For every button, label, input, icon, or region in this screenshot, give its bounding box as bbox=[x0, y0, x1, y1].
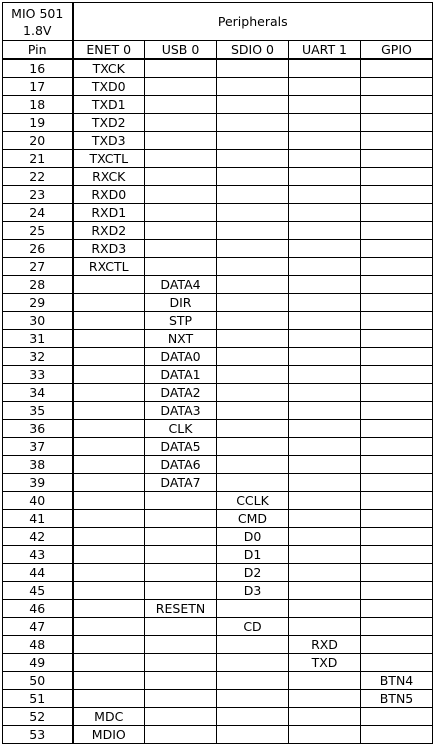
uart1-cell bbox=[289, 726, 361, 744]
sdio0-cell bbox=[217, 240, 289, 258]
sdio0-cell: D0 bbox=[217, 528, 289, 546]
enet0-cell bbox=[73, 600, 145, 618]
usb0-cell: DATA6 bbox=[145, 456, 217, 474]
enet0-cell bbox=[73, 348, 145, 366]
gpio-cell bbox=[361, 492, 433, 510]
pin-cell: 24 bbox=[3, 204, 73, 222]
uart1-cell bbox=[289, 294, 361, 312]
enet0-cell bbox=[73, 636, 145, 654]
usb0-cell bbox=[145, 708, 217, 726]
uart1-cell: RXD bbox=[289, 636, 361, 654]
usb0-cell bbox=[145, 78, 217, 96]
enet0-cell bbox=[73, 654, 145, 672]
enet0-cell bbox=[73, 456, 145, 474]
gpio-cell bbox=[361, 600, 433, 618]
sdio0-cell bbox=[217, 78, 289, 96]
pin-cell: 33 bbox=[3, 366, 73, 384]
table-row bbox=[3, 204, 433, 222]
usb0-cell bbox=[145, 510, 217, 528]
gpio-cell bbox=[361, 204, 433, 222]
sdio0-cell bbox=[217, 438, 289, 456]
pin-cell: 35 bbox=[3, 402, 73, 420]
sdio0-cell bbox=[217, 59, 289, 78]
enet0-cell bbox=[73, 528, 145, 546]
gpio-cell bbox=[361, 168, 433, 186]
enet0-cell bbox=[73, 492, 145, 510]
sdio0-cell bbox=[217, 456, 289, 474]
table-row bbox=[3, 276, 433, 294]
usb0-cell bbox=[145, 96, 217, 114]
gpio-cell bbox=[361, 59, 433, 78]
enet0-cell bbox=[73, 330, 145, 348]
pin-cell: 27 bbox=[3, 258, 73, 276]
gpio-cell bbox=[361, 636, 433, 654]
uart1-cell bbox=[289, 330, 361, 348]
gpio-cell bbox=[361, 474, 433, 492]
usb0-cell: DIR bbox=[145, 294, 217, 312]
gpio-cell bbox=[361, 420, 433, 438]
sdio0-cell bbox=[217, 600, 289, 618]
pin-rows bbox=[3, 59, 433, 744]
mio-pin-assignment-table bbox=[2, 2, 433, 744]
sdio0-cell bbox=[217, 690, 289, 708]
gpio-cell bbox=[361, 366, 433, 384]
pin-cell: 21 bbox=[3, 150, 73, 168]
uart1-cell bbox=[289, 528, 361, 546]
pin-cell: 49 bbox=[3, 654, 73, 672]
usb0-cell: DATA7 bbox=[145, 474, 217, 492]
pin-cell: 53 bbox=[3, 726, 73, 744]
pin-cell: 45 bbox=[3, 582, 73, 600]
usb0-cell bbox=[145, 636, 217, 654]
table-row bbox=[3, 114, 433, 132]
table-row bbox=[3, 582, 433, 600]
usb0-cell bbox=[145, 564, 217, 582]
table-row bbox=[3, 348, 433, 366]
sdio0-cell bbox=[217, 222, 289, 240]
uart1-cell bbox=[289, 168, 361, 186]
pin-cell: 38 bbox=[3, 456, 73, 474]
enet0-cell: TXD0 bbox=[73, 78, 145, 96]
enet0-cell: RXD1 bbox=[73, 204, 145, 222]
uart1-cell bbox=[289, 618, 361, 636]
usb0-cell bbox=[145, 690, 217, 708]
uart1-cell bbox=[289, 78, 361, 96]
pin-cell: 31 bbox=[3, 330, 73, 348]
uart1-cell bbox=[289, 132, 361, 150]
uart1-cell bbox=[289, 672, 361, 690]
gpio-cell bbox=[361, 564, 433, 582]
enet0-cell: RXCTL bbox=[73, 258, 145, 276]
uart1-cell bbox=[289, 150, 361, 168]
uart1-cell bbox=[289, 384, 361, 402]
pin-column-header: Pin bbox=[3, 41, 73, 60]
sdio0-cell: D3 bbox=[217, 582, 289, 600]
enet0-cell bbox=[73, 672, 145, 690]
table-row bbox=[3, 59, 433, 78]
gpio-cell bbox=[361, 618, 433, 636]
table-row bbox=[3, 402, 433, 420]
gpio-cell bbox=[361, 150, 433, 168]
pin-cell: 48 bbox=[3, 636, 73, 654]
pin-cell: 28 bbox=[3, 276, 73, 294]
table-row bbox=[3, 294, 433, 312]
table-row bbox=[3, 78, 433, 96]
usb0-cell bbox=[145, 222, 217, 240]
pin-cell: 51 bbox=[3, 690, 73, 708]
pin-cell: 40 bbox=[3, 492, 73, 510]
pin-cell: 30 bbox=[3, 312, 73, 330]
pin-cell: 36 bbox=[3, 420, 73, 438]
sdio0-cell bbox=[217, 708, 289, 726]
gpio-cell bbox=[361, 708, 433, 726]
gpio-cell bbox=[361, 132, 433, 150]
gpio-cell bbox=[361, 330, 433, 348]
sdio0-cell bbox=[217, 348, 289, 366]
uart1-cell bbox=[289, 96, 361, 114]
enet0-cell: TXD1 bbox=[73, 96, 145, 114]
enet0-cell: RXD3 bbox=[73, 240, 145, 258]
table-row bbox=[3, 456, 433, 474]
usb0-cell bbox=[145, 59, 217, 78]
table-row bbox=[3, 168, 433, 186]
uart1-cell bbox=[289, 402, 361, 420]
usb0-cell bbox=[145, 618, 217, 636]
usb0-cell bbox=[145, 528, 217, 546]
pin-cell: 43 bbox=[3, 546, 73, 564]
sdio0-cell bbox=[217, 330, 289, 348]
pin-cell: 23 bbox=[3, 186, 73, 204]
sdio0-cell bbox=[217, 186, 289, 204]
pin-cell: 39 bbox=[3, 474, 73, 492]
table-row bbox=[3, 96, 433, 114]
uart1-cell bbox=[289, 204, 361, 222]
pin-cell: 17 bbox=[3, 78, 73, 96]
table-row bbox=[3, 726, 433, 744]
table-row bbox=[3, 384, 433, 402]
enet0-cell: TXCK bbox=[73, 59, 145, 78]
sdio0-cell: CCLK bbox=[217, 492, 289, 510]
gpio-cell bbox=[361, 546, 433, 564]
table-row bbox=[3, 474, 433, 492]
sdio0-cell bbox=[217, 402, 289, 420]
sdio0-cell: CMD bbox=[217, 510, 289, 528]
usb0-cell bbox=[145, 114, 217, 132]
mio-bank-header bbox=[3, 3, 73, 41]
uart1-cell bbox=[289, 276, 361, 294]
pin-cell: 32 bbox=[3, 348, 73, 366]
table-row bbox=[3, 186, 433, 204]
table-row bbox=[3, 672, 433, 690]
usb0-cell bbox=[145, 546, 217, 564]
sdio0-cell bbox=[217, 636, 289, 654]
sdio0-cell: CD bbox=[217, 618, 289, 636]
enet0-cell bbox=[73, 420, 145, 438]
column-header-enet0: ENET 0 bbox=[73, 41, 145, 60]
enet0-cell bbox=[73, 510, 145, 528]
enet0-cell: MDIO bbox=[73, 726, 145, 744]
sdio0-cell bbox=[217, 312, 289, 330]
usb0-cell bbox=[145, 726, 217, 744]
column-header-usb0: USB 0 bbox=[145, 41, 217, 60]
usb0-cell bbox=[145, 240, 217, 258]
usb0-cell: DATA5 bbox=[145, 438, 217, 456]
mio-bank-voltage: 1.8V bbox=[23, 22, 52, 38]
sdio0-cell: D1 bbox=[217, 546, 289, 564]
uart1-cell bbox=[289, 222, 361, 240]
sdio0-cell bbox=[217, 672, 289, 690]
pin-cell: 18 bbox=[3, 96, 73, 114]
sdio0-cell bbox=[217, 96, 289, 114]
pin-cell: 46 bbox=[3, 600, 73, 618]
usb0-cell bbox=[145, 186, 217, 204]
pin-table-wrapper bbox=[2, 2, 433, 744]
table-row bbox=[3, 132, 433, 150]
uart1-cell bbox=[289, 258, 361, 276]
pin-cell: 44 bbox=[3, 564, 73, 582]
gpio-cell: BTN4 bbox=[361, 672, 433, 690]
table-row bbox=[3, 708, 433, 726]
usb0-cell bbox=[145, 150, 217, 168]
table-row bbox=[3, 420, 433, 438]
enet0-cell bbox=[73, 618, 145, 636]
usb0-cell: DATA1 bbox=[145, 366, 217, 384]
gpio-cell bbox=[361, 186, 433, 204]
usb0-cell: DATA4 bbox=[145, 276, 217, 294]
column-header-uart1: UART 1 bbox=[289, 41, 361, 60]
uart1-cell bbox=[289, 510, 361, 528]
pin-cell: 47 bbox=[3, 618, 73, 636]
uart1-cell bbox=[289, 438, 361, 456]
gpio-cell bbox=[361, 258, 433, 276]
gpio-cell bbox=[361, 654, 433, 672]
sdio0-cell bbox=[217, 654, 289, 672]
uart1-cell bbox=[289, 690, 361, 708]
pin-cell: 25 bbox=[3, 222, 73, 240]
gpio-cell bbox=[361, 276, 433, 294]
enet0-cell bbox=[73, 366, 145, 384]
gpio-cell bbox=[361, 582, 433, 600]
uart1-cell bbox=[289, 474, 361, 492]
usb0-cell: DATA2 bbox=[145, 384, 217, 402]
enet0-cell: TXD2 bbox=[73, 114, 145, 132]
gpio-cell bbox=[361, 312, 433, 330]
gpio-cell bbox=[361, 96, 433, 114]
sdio0-cell bbox=[217, 150, 289, 168]
gpio-cell bbox=[361, 726, 433, 744]
uart1-cell bbox=[289, 420, 361, 438]
table-row bbox=[3, 312, 433, 330]
uart1-cell bbox=[289, 366, 361, 384]
pin-cell: 19 bbox=[3, 114, 73, 132]
usb0-cell: DATA3 bbox=[145, 402, 217, 420]
table-row bbox=[3, 690, 433, 708]
enet0-cell: MDC bbox=[73, 708, 145, 726]
uart1-cell bbox=[289, 240, 361, 258]
gpio-cell bbox=[361, 402, 433, 420]
gpio-cell bbox=[361, 456, 433, 474]
table-row bbox=[3, 618, 433, 636]
table-row bbox=[3, 600, 433, 618]
table-row bbox=[3, 330, 433, 348]
usb0-cell: STP bbox=[145, 312, 217, 330]
usb0-cell bbox=[145, 258, 217, 276]
sdio0-cell bbox=[217, 384, 289, 402]
table-row bbox=[3, 564, 433, 582]
usb0-cell bbox=[145, 204, 217, 222]
enet0-cell bbox=[73, 276, 145, 294]
sdio0-cell bbox=[217, 294, 289, 312]
usb0-cell bbox=[145, 654, 217, 672]
usb0-cell: CLK bbox=[145, 420, 217, 438]
table-row bbox=[3, 636, 433, 654]
gpio-cell bbox=[361, 114, 433, 132]
gpio-cell bbox=[361, 240, 433, 258]
table-row bbox=[3, 222, 433, 240]
usb0-cell bbox=[145, 492, 217, 510]
enet0-cell bbox=[73, 294, 145, 312]
usb0-cell bbox=[145, 168, 217, 186]
enet0-cell bbox=[73, 384, 145, 402]
enet0-cell: RXD2 bbox=[73, 222, 145, 240]
sdio0-cell: D2 bbox=[217, 564, 289, 582]
pin-cell: 22 bbox=[3, 168, 73, 186]
peripherals-header: Peripherals bbox=[73, 3, 433, 41]
table-row bbox=[3, 438, 433, 456]
pin-cell: 16 bbox=[3, 59, 73, 78]
pin-cell: 50 bbox=[3, 672, 73, 690]
table-row bbox=[3, 258, 433, 276]
gpio-cell bbox=[361, 294, 433, 312]
sdio0-cell bbox=[217, 276, 289, 294]
pin-cell: 41 bbox=[3, 510, 73, 528]
uart1-cell bbox=[289, 59, 361, 78]
table-row bbox=[3, 240, 433, 258]
table-row bbox=[3, 510, 433, 528]
sdio0-cell bbox=[217, 132, 289, 150]
sdio0-cell bbox=[217, 168, 289, 186]
pin-cell: 20 bbox=[3, 132, 73, 150]
uart1-cell bbox=[289, 348, 361, 366]
sdio0-cell bbox=[217, 474, 289, 492]
usb0-cell: RESETN bbox=[145, 600, 217, 618]
sdio0-cell bbox=[217, 114, 289, 132]
enet0-cell bbox=[73, 690, 145, 708]
uart1-cell bbox=[289, 456, 361, 474]
table-row bbox=[3, 492, 433, 510]
uart1-cell bbox=[289, 600, 361, 618]
usb0-cell: DATA0 bbox=[145, 348, 217, 366]
gpio-cell bbox=[361, 384, 433, 402]
uart1-cell bbox=[289, 186, 361, 204]
uart1-cell: TXD bbox=[289, 654, 361, 672]
gpio-cell: BTN5 bbox=[361, 690, 433, 708]
pin-cell: 37 bbox=[3, 438, 73, 456]
enet0-cell: TXCTL bbox=[73, 150, 145, 168]
usb0-cell bbox=[145, 582, 217, 600]
column-header-sdio0: SDIO 0 bbox=[217, 41, 289, 60]
column-header-gpio: GPIO bbox=[361, 41, 433, 60]
enet0-cell: TXD3 bbox=[73, 132, 145, 150]
uart1-cell bbox=[289, 312, 361, 330]
enet0-cell: RXD0 bbox=[73, 186, 145, 204]
pin-cell: 34 bbox=[3, 384, 73, 402]
usb0-cell bbox=[145, 132, 217, 150]
pin-cell: 29 bbox=[3, 294, 73, 312]
enet0-cell bbox=[73, 546, 145, 564]
uart1-cell bbox=[289, 114, 361, 132]
enet0-cell bbox=[73, 312, 145, 330]
enet0-cell: RXCK bbox=[73, 168, 145, 186]
table-row bbox=[3, 528, 433, 546]
table-row bbox=[3, 654, 433, 672]
table-row bbox=[3, 546, 433, 564]
mio-bank-title: MIO 501 bbox=[11, 5, 64, 21]
uart1-cell bbox=[289, 582, 361, 600]
usb0-cell bbox=[145, 672, 217, 690]
uart1-cell bbox=[289, 708, 361, 726]
usb0-cell: NXT bbox=[145, 330, 217, 348]
enet0-cell bbox=[73, 474, 145, 492]
pin-cell: 52 bbox=[3, 708, 73, 726]
enet0-cell bbox=[73, 438, 145, 456]
gpio-cell bbox=[361, 222, 433, 240]
sdio0-cell bbox=[217, 366, 289, 384]
sdio0-cell bbox=[217, 258, 289, 276]
table-row bbox=[3, 150, 433, 168]
pin-cell: 42 bbox=[3, 528, 73, 546]
pin-cell: 26 bbox=[3, 240, 73, 258]
gpio-cell bbox=[361, 348, 433, 366]
table-row bbox=[3, 366, 433, 384]
sdio0-cell bbox=[217, 726, 289, 744]
enet0-cell bbox=[73, 564, 145, 582]
uart1-cell bbox=[289, 546, 361, 564]
uart1-cell bbox=[289, 564, 361, 582]
enet0-cell bbox=[73, 582, 145, 600]
gpio-cell bbox=[361, 438, 433, 456]
uart1-cell bbox=[289, 492, 361, 510]
sdio0-cell bbox=[217, 204, 289, 222]
gpio-cell bbox=[361, 78, 433, 96]
gpio-cell bbox=[361, 528, 433, 546]
sdio0-cell bbox=[217, 420, 289, 438]
gpio-cell bbox=[361, 510, 433, 528]
enet0-cell bbox=[73, 402, 145, 420]
